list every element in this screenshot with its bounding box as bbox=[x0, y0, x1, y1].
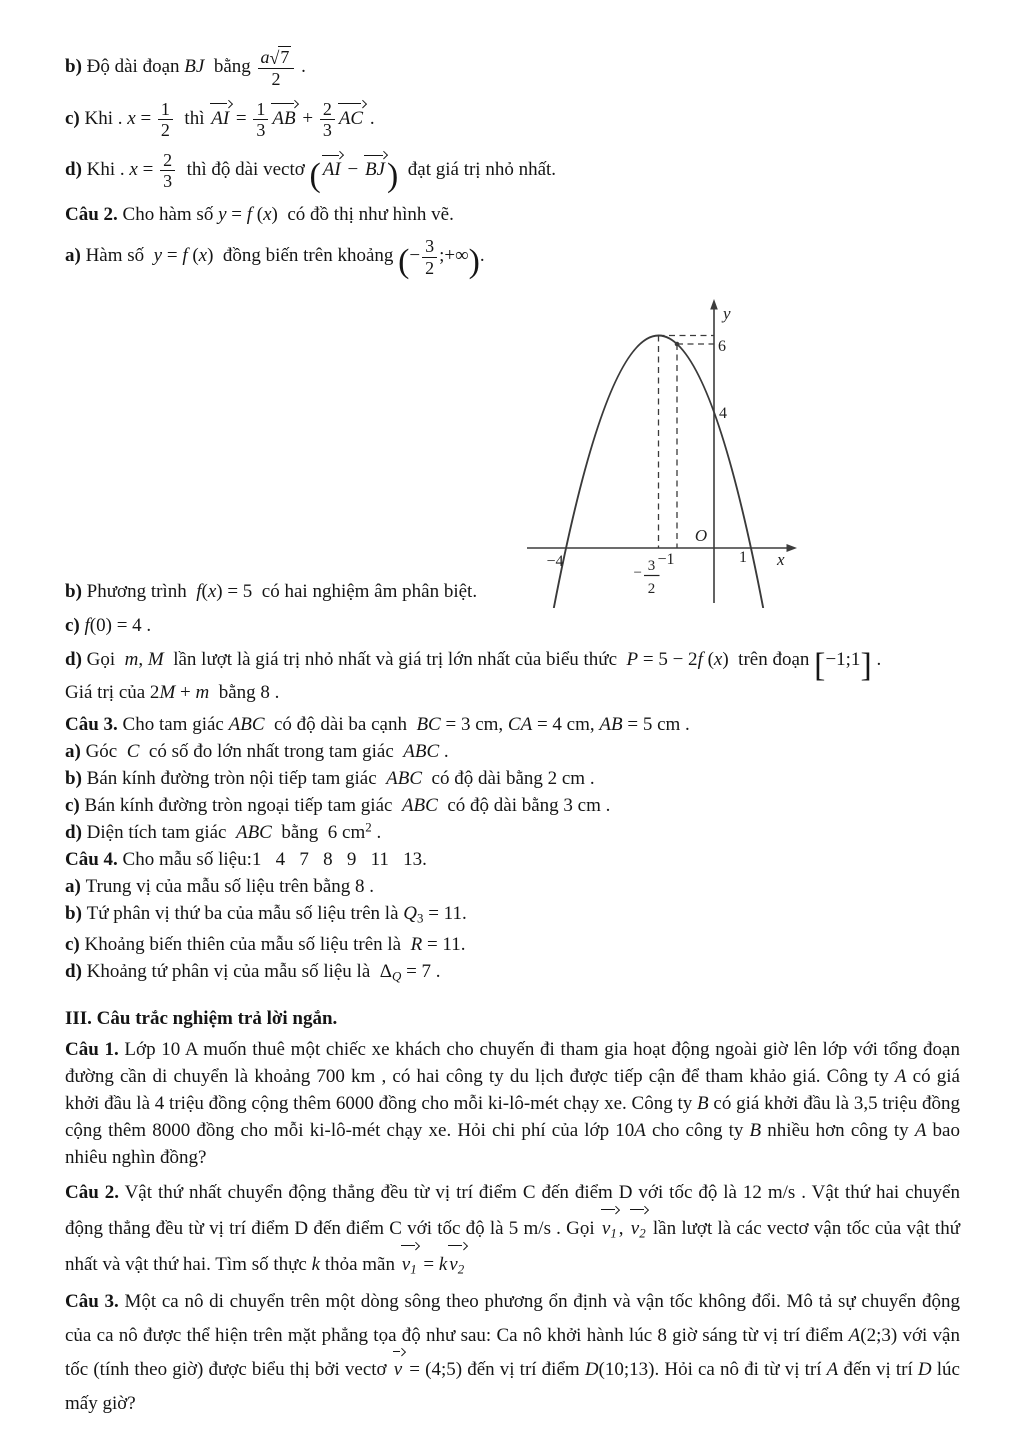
text-run: có giá khởi đầu là 4 triệu đồng cộng thêm 6000 đồng cho mỗi ki-lô-mét chạy xe. Công ty bbox=[65, 1065, 960, 1114]
vector-symbol: v bbox=[392, 1353, 404, 1387]
text-run: bằng bbox=[204, 55, 256, 77]
text-run: có độ dài bằng 3 cm . bbox=[437, 794, 611, 816]
text-run: −1;1 bbox=[825, 648, 861, 670]
cau4-header bbox=[65, 846, 960, 873]
text-run: (2;3) với vận tốc (tính theo giờ) được biểu thị bởi vectơ bbox=[65, 1324, 960, 1380]
text-run: 2 bbox=[425, 257, 435, 278]
text-run: + bbox=[175, 681, 196, 703]
text-run: . bbox=[871, 648, 882, 670]
bold-label: c) bbox=[65, 794, 85, 816]
bold-label: a) bbox=[65, 875, 86, 897]
vector-symbol: AB bbox=[270, 105, 297, 132]
text-run: 3 bbox=[425, 236, 435, 257]
text-run: = bbox=[226, 204, 247, 226]
math-var: f bbox=[196, 580, 202, 602]
text-run: đến vị trí bbox=[838, 1358, 918, 1380]
text-run: Góc bbox=[85, 740, 127, 762]
text-run: . bbox=[296, 55, 306, 77]
text-run: = 7 . bbox=[401, 960, 441, 982]
statement-3b bbox=[65, 765, 960, 792]
math-var: M bbox=[147, 648, 164, 670]
vector-symbol: $v_1$ bbox=[400, 1247, 419, 1283]
dashed-guides bbox=[659, 336, 715, 549]
text-run: − bbox=[409, 245, 421, 267]
statement-1c bbox=[65, 99, 960, 140]
y-axis-label: y bbox=[723, 304, 731, 323]
subscript: 3 bbox=[416, 910, 424, 926]
text-run: 2 bbox=[271, 68, 281, 89]
math-var: k bbox=[311, 1253, 321, 1275]
superscript: 2 bbox=[365, 819, 372, 835]
text-run: . bbox=[371, 821, 382, 843]
text-run: Diện tích tam giác bbox=[86, 821, 236, 843]
statement-3c bbox=[65, 792, 960, 819]
bold-label: Câu 3. bbox=[65, 1290, 119, 1312]
text-run: = 5 − 2 bbox=[638, 648, 698, 670]
statement-1d bbox=[65, 150, 960, 194]
bold-label: b) bbox=[65, 902, 87, 924]
text-run: − bbox=[342, 159, 363, 181]
statement-1b bbox=[65, 46, 960, 89]
cau1-problem bbox=[65, 1036, 960, 1171]
text-run: = bbox=[231, 107, 252, 129]
cau2-header bbox=[65, 201, 960, 228]
x-tick-neg3-2-fraction bbox=[634, 558, 660, 597]
text-run: = bbox=[162, 245, 183, 267]
vector-symbol: $v_1$ bbox=[600, 1211, 619, 1247]
section-iii-heading bbox=[65, 1005, 960, 1032]
text-run: = (4;5) đến vị trí điểm bbox=[404, 1358, 585, 1380]
function-graph-figure bbox=[505, 296, 805, 608]
text-run: + bbox=[297, 107, 318, 129]
text-run: thì bbox=[174, 107, 210, 129]
math-var: B bbox=[697, 1092, 709, 1114]
text-run: ( bbox=[187, 245, 199, 267]
text-run: Cho mẫu số liệu:1 4 7 8 9 11 13. bbox=[117, 848, 427, 870]
text-run: lần lượt là giá trị nhỏ nhất và giá trị lớn nhất của biểu thức bbox=[163, 648, 627, 670]
math-var: A bbox=[848, 1324, 861, 1346]
y-tick-6: 6 bbox=[718, 338, 726, 355]
math-var: f bbox=[182, 245, 188, 267]
math-var: x bbox=[127, 107, 136, 129]
bold-label: III. Câu trắc nghiệm trả lời ngắn. bbox=[65, 1007, 338, 1029]
bold-label: c) bbox=[65, 614, 85, 636]
math-var: f bbox=[246, 204, 253, 226]
math-var: A bbox=[634, 1119, 646, 1141]
bold-label: a) bbox=[65, 740, 86, 762]
text-run: , bbox=[618, 1217, 629, 1239]
bold-label: a) bbox=[65, 245, 86, 267]
math-var: k bbox=[438, 1253, 448, 1275]
math-var: x bbox=[263, 204, 272, 226]
statement-4b bbox=[65, 900, 960, 927]
bold-label: Câu 4. bbox=[65, 848, 118, 870]
text-run: = 11. bbox=[422, 933, 466, 955]
bold-label: d) bbox=[65, 159, 87, 181]
text-run: ( bbox=[702, 648, 714, 670]
x-tick-1: 1 bbox=[739, 549, 747, 566]
text-run: Hàm số bbox=[85, 245, 154, 267]
vector-symbol: $v_2$ bbox=[447, 1247, 466, 1283]
bold-label: c) bbox=[65, 933, 85, 955]
fraction-numerator: 3 bbox=[647, 558, 656, 574]
bold-label: d) bbox=[65, 821, 87, 843]
text-run: 3 bbox=[322, 120, 332, 140]
big-paren: ) bbox=[387, 156, 399, 194]
text-run: ( bbox=[252, 204, 264, 226]
math-var: ABC bbox=[386, 767, 423, 789]
vector-symbol: AI bbox=[209, 105, 231, 132]
math-var: f bbox=[84, 614, 90, 636]
text-run: ;+∞ bbox=[439, 245, 469, 267]
text-run: Vật thứ nhất chuyển động thẳng đều từ vị trí điểm C đến điểm D với tốc độ là 12 m/s . Vật thứ hai chuyển động thẳng đều từ vị trí điểm D đến điểm C với tốc độ là 5 m/s . Gọi bbox=[65, 1181, 960, 1239]
statement-3d bbox=[65, 819, 960, 846]
math-var: AB bbox=[599, 713, 623, 735]
fraction-denominator: 2 bbox=[647, 581, 656, 597]
text-run: Trung vị của mẫu số liệu trên bằng 8 . bbox=[85, 875, 375, 897]
math-var: x bbox=[207, 580, 217, 602]
math-var: A bbox=[894, 1065, 907, 1087]
text-run: 2 bbox=[322, 98, 332, 119]
text-run: Gọi bbox=[86, 648, 125, 670]
fraction bbox=[420, 236, 439, 277]
text-run: Khi . bbox=[84, 107, 128, 129]
statement-2d bbox=[65, 646, 960, 684]
big-paren: ( bbox=[398, 243, 410, 281]
math-var: CA bbox=[507, 713, 533, 735]
statement-4a bbox=[65, 873, 960, 900]
bold-label: b) bbox=[65, 55, 87, 77]
text-run: Khi . bbox=[86, 159, 130, 181]
math-var: BJ bbox=[184, 55, 205, 77]
fraction bbox=[156, 99, 175, 140]
math-var: D bbox=[584, 1358, 599, 1380]
text-run: 1 bbox=[256, 98, 266, 119]
text-run: . bbox=[479, 245, 485, 267]
math-var: A bbox=[914, 1119, 927, 1141]
math-var: P bbox=[626, 648, 639, 670]
math-var: x bbox=[713, 648, 723, 670]
text-run: có độ dài ba cạnh bbox=[264, 713, 417, 735]
text-run: ( bbox=[201, 580, 208, 602]
text-run: Giá trị của 2 bbox=[65, 681, 160, 703]
cau2-problem bbox=[65, 1175, 960, 1283]
bold-label: d) bbox=[65, 960, 87, 982]
math-var: M bbox=[159, 681, 176, 703]
text-run: lần lượt là các vectơ vận tốc của vật thứ nhất và vật thứ hai. Tìm số thực bbox=[65, 1217, 961, 1275]
y-axis-arrow-icon bbox=[710, 299, 718, 310]
text-run: Lớp 10 A muốn thuê một chiếc xe khách cho chuyến đi tham gia hoạt động ngoài giờ lên lớp với tổng đoạn đường cần di chuyển là khoảng 700 km , có hai công ty du lịch được tiếp cận để tham khảo giá. Công ty bbox=[65, 1038, 960, 1087]
text-run: . bbox=[365, 107, 375, 129]
text-run: Cho hàm số bbox=[117, 204, 219, 226]
text-run: Tứ phân vị thứ ba của mẫu số liệu trên là bbox=[86, 902, 404, 924]
text-run: nhiều hơn công ty bbox=[761, 1119, 915, 1141]
text-run: = bbox=[418, 1253, 439, 1275]
math-var: ABC bbox=[235, 821, 272, 843]
text-run: = bbox=[135, 107, 156, 129]
math-var: B bbox=[749, 1119, 762, 1141]
statement-2c bbox=[65, 612, 960, 639]
math-var: y bbox=[153, 245, 163, 267]
cau3-header bbox=[65, 711, 960, 738]
text-run: (0) = 4 . bbox=[89, 614, 152, 636]
text-run: , bbox=[138, 648, 148, 670]
statement-4d bbox=[65, 958, 960, 985]
text-run: lúc mấy giờ? bbox=[65, 1358, 960, 1414]
text-run: = 4 cm, bbox=[532, 713, 600, 735]
text-run: . bbox=[439, 740, 449, 762]
marked-point bbox=[675, 342, 680, 347]
origin-label: O bbox=[694, 526, 708, 545]
big-paren: ( bbox=[309, 156, 321, 194]
math-var: m bbox=[195, 681, 210, 703]
text-run: có giá khởi đầu là 3,5 triệu đồng cộng thêm 8000 đồng cho mỗi ki-lô-mét chạy xe. Hỏi chi phí của lớp 10 bbox=[65, 1092, 960, 1141]
math-var: y bbox=[218, 204, 227, 226]
text-run: thì độ dài vectơ bbox=[177, 159, 310, 181]
text-run: ) có đồ thị như hình vẽ. bbox=[271, 204, 454, 226]
vector-symbol: AC bbox=[337, 105, 365, 132]
text-run: Khoảng biến thiên của mẫu số liệu trên là bbox=[84, 933, 411, 955]
math-var: a bbox=[260, 47, 270, 67]
text-run: = 3 cm, bbox=[440, 713, 508, 735]
text-run: Một ca nô di chuyển trên một dòng sông theo phương ổn định và vận tốc không đổi. Mô tả sự chuyển động của ca nô được thể hiện trên mặt phẳng tọa độ như sau: Ca nô khởi hành lúc 8 giờ sáng từ vị trí điểm bbox=[65, 1290, 960, 1346]
text-run: cho công ty bbox=[645, 1119, 750, 1141]
fraction bbox=[318, 99, 337, 140]
x-axis-arrow-icon bbox=[787, 544, 798, 552]
bold-label: b) bbox=[65, 580, 87, 602]
text-run: đạt giá trị nhỏ nhất. bbox=[398, 159, 557, 181]
math-var: BC bbox=[416, 713, 441, 735]
text-run: bằng 6 cm bbox=[271, 821, 366, 843]
math-var: ABC bbox=[403, 740, 440, 762]
text-run: thỏa mãn bbox=[320, 1253, 400, 1275]
text-run: bằng 8 . bbox=[209, 681, 280, 703]
x-tick-neg1: −1 bbox=[657, 551, 675, 568]
vector-symbol: $v_2$ bbox=[629, 1211, 648, 1247]
big-paren: ] bbox=[860, 646, 872, 684]
text-run: 3 bbox=[256, 120, 266, 140]
bold-label: c) bbox=[65, 107, 85, 129]
text-run: Phương trình bbox=[86, 580, 197, 602]
math-var: Q bbox=[403, 902, 417, 924]
text-run: = 5 cm . bbox=[622, 713, 690, 735]
fraction-minus-sign: − bbox=[633, 565, 642, 581]
math-var: C bbox=[126, 740, 140, 762]
subscript: Q bbox=[392, 968, 402, 984]
math-var: x bbox=[198, 245, 208, 267]
text-run: Độ dài đoạn bbox=[86, 55, 185, 77]
statement-4c bbox=[65, 931, 960, 958]
statement-2d-value bbox=[65, 679, 960, 706]
text-run: 3 bbox=[163, 171, 173, 192]
math-var: A bbox=[826, 1358, 839, 1380]
text-run: Cho tam giác bbox=[117, 713, 229, 735]
vector-symbol: BJ bbox=[363, 156, 387, 183]
bold-label: Câu 1. bbox=[65, 1038, 119, 1060]
math-var: x bbox=[129, 159, 138, 181]
x-tick-neg4: −4 bbox=[546, 553, 564, 570]
text-run: = bbox=[137, 159, 159, 181]
math-var: ABC bbox=[228, 713, 265, 735]
text-run: = 11. bbox=[423, 902, 467, 924]
text-run: 2 bbox=[163, 150, 173, 171]
big-paren: [ bbox=[814, 646, 826, 684]
text-run: ) = 5 có hai nghiệm âm phân biệt. bbox=[216, 580, 478, 602]
statement-2a bbox=[65, 236, 960, 281]
vector-symbol: AI bbox=[321, 156, 343, 183]
math-var: R bbox=[410, 933, 423, 955]
cau3-problem bbox=[65, 1285, 960, 1421]
text-run: có số đo lớn nhất trong tam giác bbox=[139, 740, 404, 762]
y-tick-4: 4 bbox=[719, 405, 727, 422]
text-run: Bán kính đường tròn ngoại tiếp tam giác bbox=[84, 794, 402, 816]
text-run: Bán kính đường tròn nội tiếp tam giác bbox=[86, 767, 387, 789]
bold-label: b) bbox=[65, 767, 87, 789]
bold-label: Câu 2. bbox=[65, 204, 118, 226]
text-run: ) trên đoạn bbox=[722, 648, 815, 670]
text-run: ) đồng biến trên khoảng bbox=[207, 245, 399, 267]
fraction bbox=[251, 99, 270, 140]
fraction bbox=[158, 150, 177, 191]
math-var: ABC bbox=[401, 794, 438, 816]
bold-label: d) bbox=[65, 648, 87, 670]
fraction bbox=[256, 46, 297, 89]
text-run: 1 bbox=[160, 98, 170, 119]
radical: √ 7 bbox=[270, 46, 292, 68]
math-var: D bbox=[917, 1358, 932, 1380]
text-run: Khoảng tứ phân vị của mẫu số liệu là Δ bbox=[86, 960, 392, 982]
statement-3a bbox=[65, 738, 960, 765]
math-var: m bbox=[124, 648, 139, 670]
parabola-chart bbox=[505, 296, 805, 608]
text-run: 2 bbox=[160, 120, 170, 140]
text-run: (10;13). Hỏi ca nô đi từ vị trí bbox=[598, 1358, 827, 1380]
math-var: f bbox=[697, 648, 703, 670]
bold-label: Câu 2. bbox=[65, 1181, 119, 1203]
text-run: có độ dài bằng 2 cm . bbox=[422, 767, 595, 789]
bold-label: Câu 3. bbox=[65, 713, 118, 735]
x-axis-label: x bbox=[777, 550, 785, 569]
big-paren: ) bbox=[468, 243, 480, 281]
text-run: bao nhiêu nghìn đồng? bbox=[65, 1119, 960, 1168]
